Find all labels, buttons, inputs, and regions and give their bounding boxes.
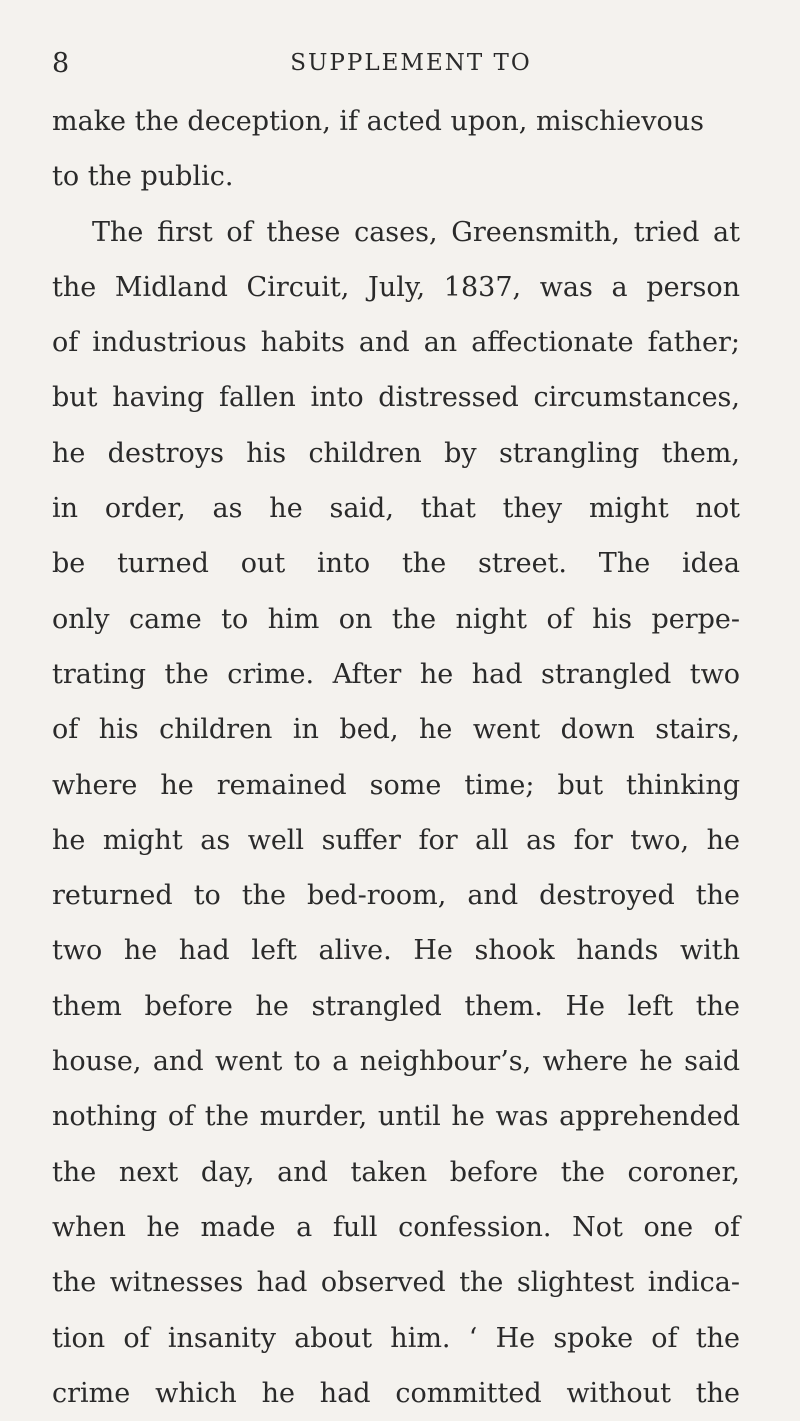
running-title: SUPPLEMENT TO <box>290 50 532 76</box>
text-line: but having fallen into distressed circumstances, <box>52 382 740 414</box>
text-line: in order, as he said, that they might not <box>52 493 740 525</box>
page-header <box>52 48 740 88</box>
text-line: The first of these cases, Greensmith, tried at <box>92 216 740 248</box>
text-line: of industrious habits and an affectionate father; <box>52 327 740 359</box>
text-line: them before he strangled them. He left the <box>52 990 740 1022</box>
text-line: house, and went to a neighbour’s, where he said <box>52 1046 740 1078</box>
text-line: to the public. <box>52 161 234 193</box>
text-line: where he remained some time; but thinking <box>52 769 740 801</box>
text-line: two he had left alive. He shook hands with <box>52 935 740 967</box>
text-line: only came to him on the night of his perpe- <box>52 603 740 635</box>
text-line: the next day, and taken before the coroner, <box>52 1156 740 1188</box>
text-line: tion of insanity about him. ‘ He spoke of the <box>52 1322 740 1354</box>
text-line: nothing of the murder, until he was apprehended <box>52 1101 740 1133</box>
text-line: when he made a full confession. Not one of <box>52 1211 740 1243</box>
text-line: he might as well suffer for all as for two, he <box>52 824 740 856</box>
body-text <box>52 94 740 1421</box>
text-line: the witnesses had observed the slightest indica- <box>52 1267 740 1299</box>
text-line: the Midland Circuit, July, 1837, was a person <box>52 271 740 303</box>
text-line: make the deception, if acted upon, mischievous <box>52 106 704 137</box>
page-number: 8 <box>52 48 70 79</box>
text-line: trating the crime. After he had strangled two <box>52 658 740 690</box>
text-line: crime which he had committed without the <box>52 1377 740 1409</box>
text-line: of his children in bed, he went down stairs, <box>52 714 740 746</box>
text-line: he destroys his children by strangling them, <box>52 437 740 469</box>
text-line: returned to the bed-room, and destroyed the <box>52 880 740 912</box>
text-line: be turned out into the street. The idea <box>52 548 740 580</box>
